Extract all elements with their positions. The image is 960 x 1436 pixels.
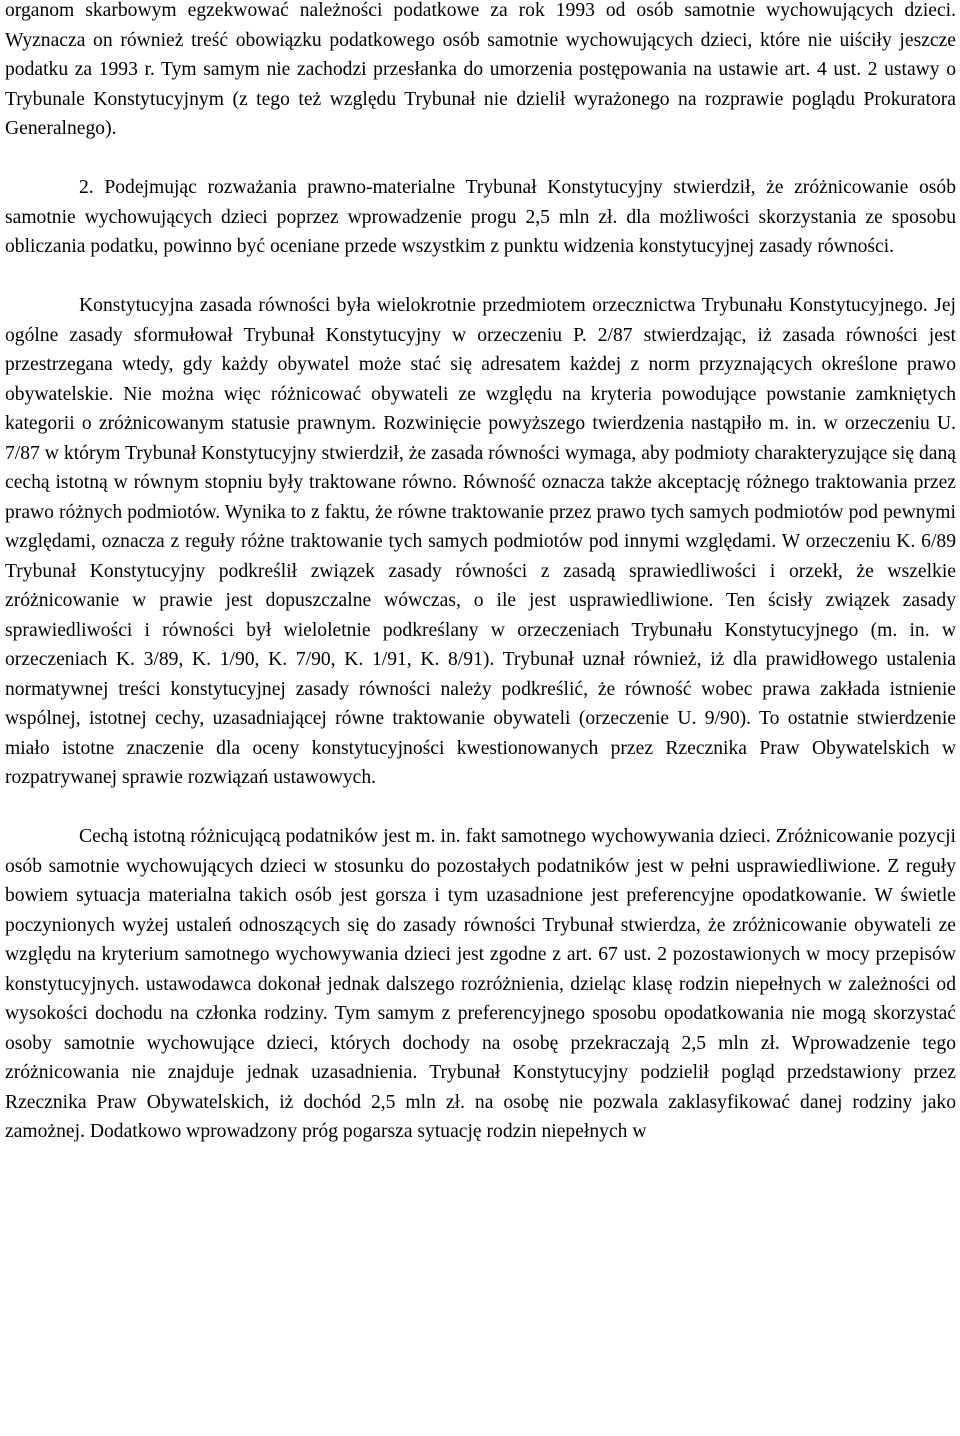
paragraph-gap [5, 144, 956, 174]
paragraph-gap [5, 262, 956, 292]
document-page [5, 0, 956, 1147]
paragraph-gap [5, 793, 956, 823]
paragraph-2-point: 2. Podejmując rozważania prawno-materialne Trybunał Konstytucyjny stwierdził, że zróżnicowanie osób samotnie wychowujących dzieci poprzez wprowadzenie progu 2,5 mln zł. dla możliwości skorzystania ze sposobu obliczania podatku, powinno być oceniane przede wszystkim z punktu widzenia konstytucyjnej zasady równości. [5, 177, 956, 257]
paragraph-continuation: organom skarbowym egzekwować należności podatkowe za rok 1993 od osób samotnie wychowujących dzieci. Wyznacza on również treść obowiązku podatkowego osób samotnie wychowujących dzieci, które nie uiściły jeszcze podatku za 1993 r. Tym samym nie zachodzi przesłanka do umorzenia postępowania na ustawie art. 4 ust. 2 ustawy o Trybunale Konstytucyjnym (z tego też względu Trybunał nie dzielił wyrażonego na rozprawie poglądu Prokuratora Generalnego). [5, 0, 956, 139]
paragraph-single-parents: Cechą istotną różnicującą podatników jest m. in. fakt samotnego wychowywania dzieci. Zróżnicowanie pozycji osób samotnie wychowujących dzieci w stosunku do pozostałych podatników jest w pełni usprawiedliwione. Z reguły bowiem sytuacja materialna takich osób jest gorsza i tym uzasadnione jest preferencyjne opodatkowanie. W świetle poczynionych wyżej ustaleń odnoszących się do zasady równości Trybunał stwierdza, że zróżnicowanie obywateli ze względu na kryterium samotnego wychowywania dzieci jest zgodne z art. 67 ust. 2 pozostawionych w mocy przepisów konstytucyjnych. ustawodawca dokonał jednak dalszego rozróżnienia, dzieląc klasę rodzin niepełnych w zależności od wysokości dochodu na członka rodziny. Tym samym z preferencyjnego sposobu opodatkowania nie mogą skorzystać osoby samotnie wychowujące dzieci, których dochody na osobę przekraczają 2,5 mln zł. Wprowadzenie tego zróżnicowania nie znajduje jednak uzasadnienia. Trybunał Konstytucyjny podzielił pogląd przedstawiony przez Rzecznika Praw Obywatelskich, iż dochód 2,5 mln zł. na osobę nie pozwala zaklasyfikować danej rodziny jako zamożnej. Dodatkowo wprowadzony próg pogarsza sytuację rodzin niepełnych w [5, 826, 956, 1142]
paragraph-equality-principle: Konstytucyjna zasada równości była wielokrotnie przedmiotem orzecznictwa Trybunału Konstytucyjnego. Jej ogólne zasady sformułował Trybunał Konstytucyjny w orzeczeniu P. 2/87 stwierdzając, iż zasada równości jest przestrzegana wtedy, gdy każdy obywatel może stać się adresatem każdej z norm przyznających określone prawo obywatelskie. Nie można więc różnicować obywateli ze względu na kryteria powodujące powstanie zamkniętych kategorii o zróżnicowanym statusie prawnym. Rozwinięcie powyższego twierdzenia nastąpiło m. in. w orzeczeniu U. 7/87 w którym Trybunał Konstytucyjny stwierdził, że zasada równości wymaga, aby podmioty charakteryzujące się daną cechą istotną w równym stopniu były traktowane równo. Równość oznacza także akceptację różnego traktowania przez prawo różnych podmiotów. Wynika to z faktu, że równe traktowanie przez prawo tych samych podmiotów pod pewnymi względami, oznacza z reguły różne traktowanie tych samych podmiotów pod innymi względami. W orzeczeniu K. 6/89 Trybunał Konstytucyjny podkreślił związek zasady równości z zasadą sprawiedliwości i orzekł, że wszelkie zróżnicowanie w prawie jest dopuszczalne wówczas, o ile jest usprawiedliwione. Ten ścisły związek zasady sprawiedliwości i równości był wieloletnie podkreślany w orzeczeniach Trybunału Konstytucyjnego (m. in. w orzeczeniach K. 3/89, K. 1/90, K. 7/90, K. 1/91, K. 8/91). Trybunał uznał również, iż dla prawidłowego ustalenia normatywnej treści konstytucyjnej zasady równości należy podkreślić, że równość wobec prawa zakłada istnienie wspólnej, istotnej cechy, uzasadniającej równe traktowanie obywateli (orzeczenie U. 9/90). To ostatnie stwierdzenie miało istotne znaczenie dla oceny konstytucyjności kwestionowanych przez Rzecznika Praw Obywatelskich w rozpatrywanej sprawie rozwiązań ustawowych. [5, 295, 956, 788]
